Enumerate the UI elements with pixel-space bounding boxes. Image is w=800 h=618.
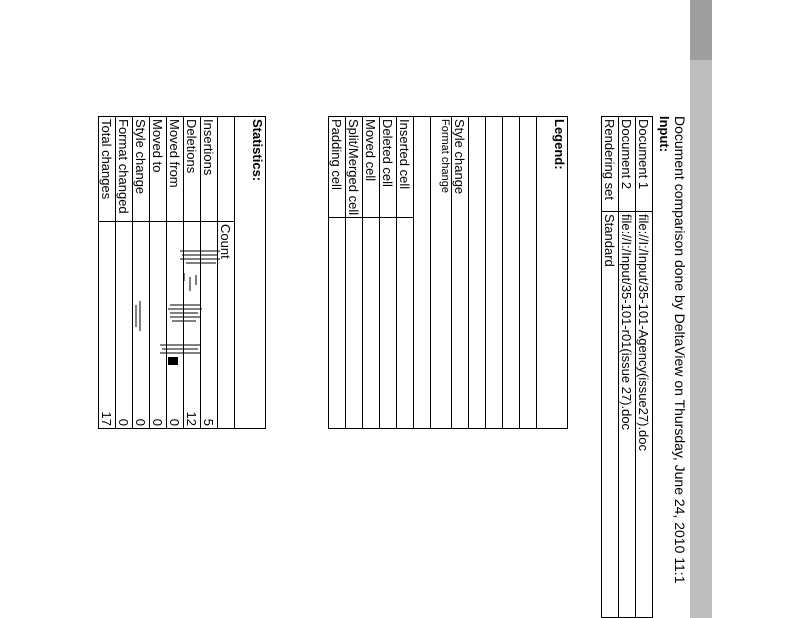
stat-count: 17 <box>99 394 116 429</box>
legend-item: Format change <box>431 117 452 429</box>
table-row <box>636 117 653 618</box>
scan-artifact-scribble <box>120 245 240 375</box>
stat-label: Deletions <box>184 117 201 222</box>
header-band-logo <box>690 0 712 60</box>
input-label: Rendering set <box>602 117 619 212</box>
table-row <box>363 117 380 429</box>
legend-item: Moved cell <box>363 117 380 218</box>
stat-count: 0 <box>116 394 133 429</box>
input-label: Document 2 <box>619 117 636 212</box>
legend-blank-row <box>414 117 431 429</box>
legend-title: Legend: <box>537 117 568 429</box>
stat-label: Total changes <box>99 117 116 222</box>
table-row <box>380 117 397 429</box>
input-value: file://I:/Input/35-101-r01(issue 27).doc <box>619 212 636 618</box>
legend-blank-row <box>503 117 520 429</box>
stat-label: Format changed <box>116 117 133 222</box>
table-row <box>619 117 636 618</box>
table-row <box>397 117 414 429</box>
legend-blank-row <box>486 117 503 429</box>
legend-item: Split/Merged cell <box>346 117 363 218</box>
legend-item: Deleted cell <box>380 117 397 218</box>
legend-table <box>328 116 568 429</box>
legend-item: Padding cell <box>329 117 346 218</box>
legend-blank-row <box>520 117 537 429</box>
table-row <box>346 117 363 429</box>
legend-item: Inserted cell <box>397 117 414 218</box>
input-table <box>601 116 653 618</box>
legend-blank-row <box>469 117 486 429</box>
stat-count: 0 <box>150 394 167 429</box>
table-row <box>602 117 619 618</box>
legend-title-row <box>537 117 568 429</box>
input-title: Input: <box>657 116 672 153</box>
header-band <box>690 0 712 618</box>
stat-count: 5 <box>201 394 218 429</box>
statistics-title: Statistics: <box>235 117 266 429</box>
stat-label: Moved to <box>150 117 167 222</box>
comparison-header: Document comparison done by DeltaView on Thursday, June 24, 2010 11:1 <box>672 116 688 584</box>
stat-count: 12 <box>184 394 201 429</box>
stat-count: 0 <box>167 394 184 429</box>
stat-label: Moved from <box>167 117 184 222</box>
table-row <box>99 117 116 429</box>
legend-item: Style change <box>452 117 469 429</box>
stat-count: 0 <box>133 394 150 429</box>
stat-label: Insertions <box>201 117 218 222</box>
count-header: Count <box>218 222 235 429</box>
input-value: file://I:/Input/35-101-Agency(issue27).doc <box>636 212 653 618</box>
table-row <box>329 117 346 429</box>
table-row <box>452 117 469 429</box>
input-label: Document 1 <box>636 117 653 212</box>
table-row <box>431 117 452 429</box>
input-value: Standard <box>602 212 619 618</box>
stat-label: Style change <box>133 117 150 222</box>
